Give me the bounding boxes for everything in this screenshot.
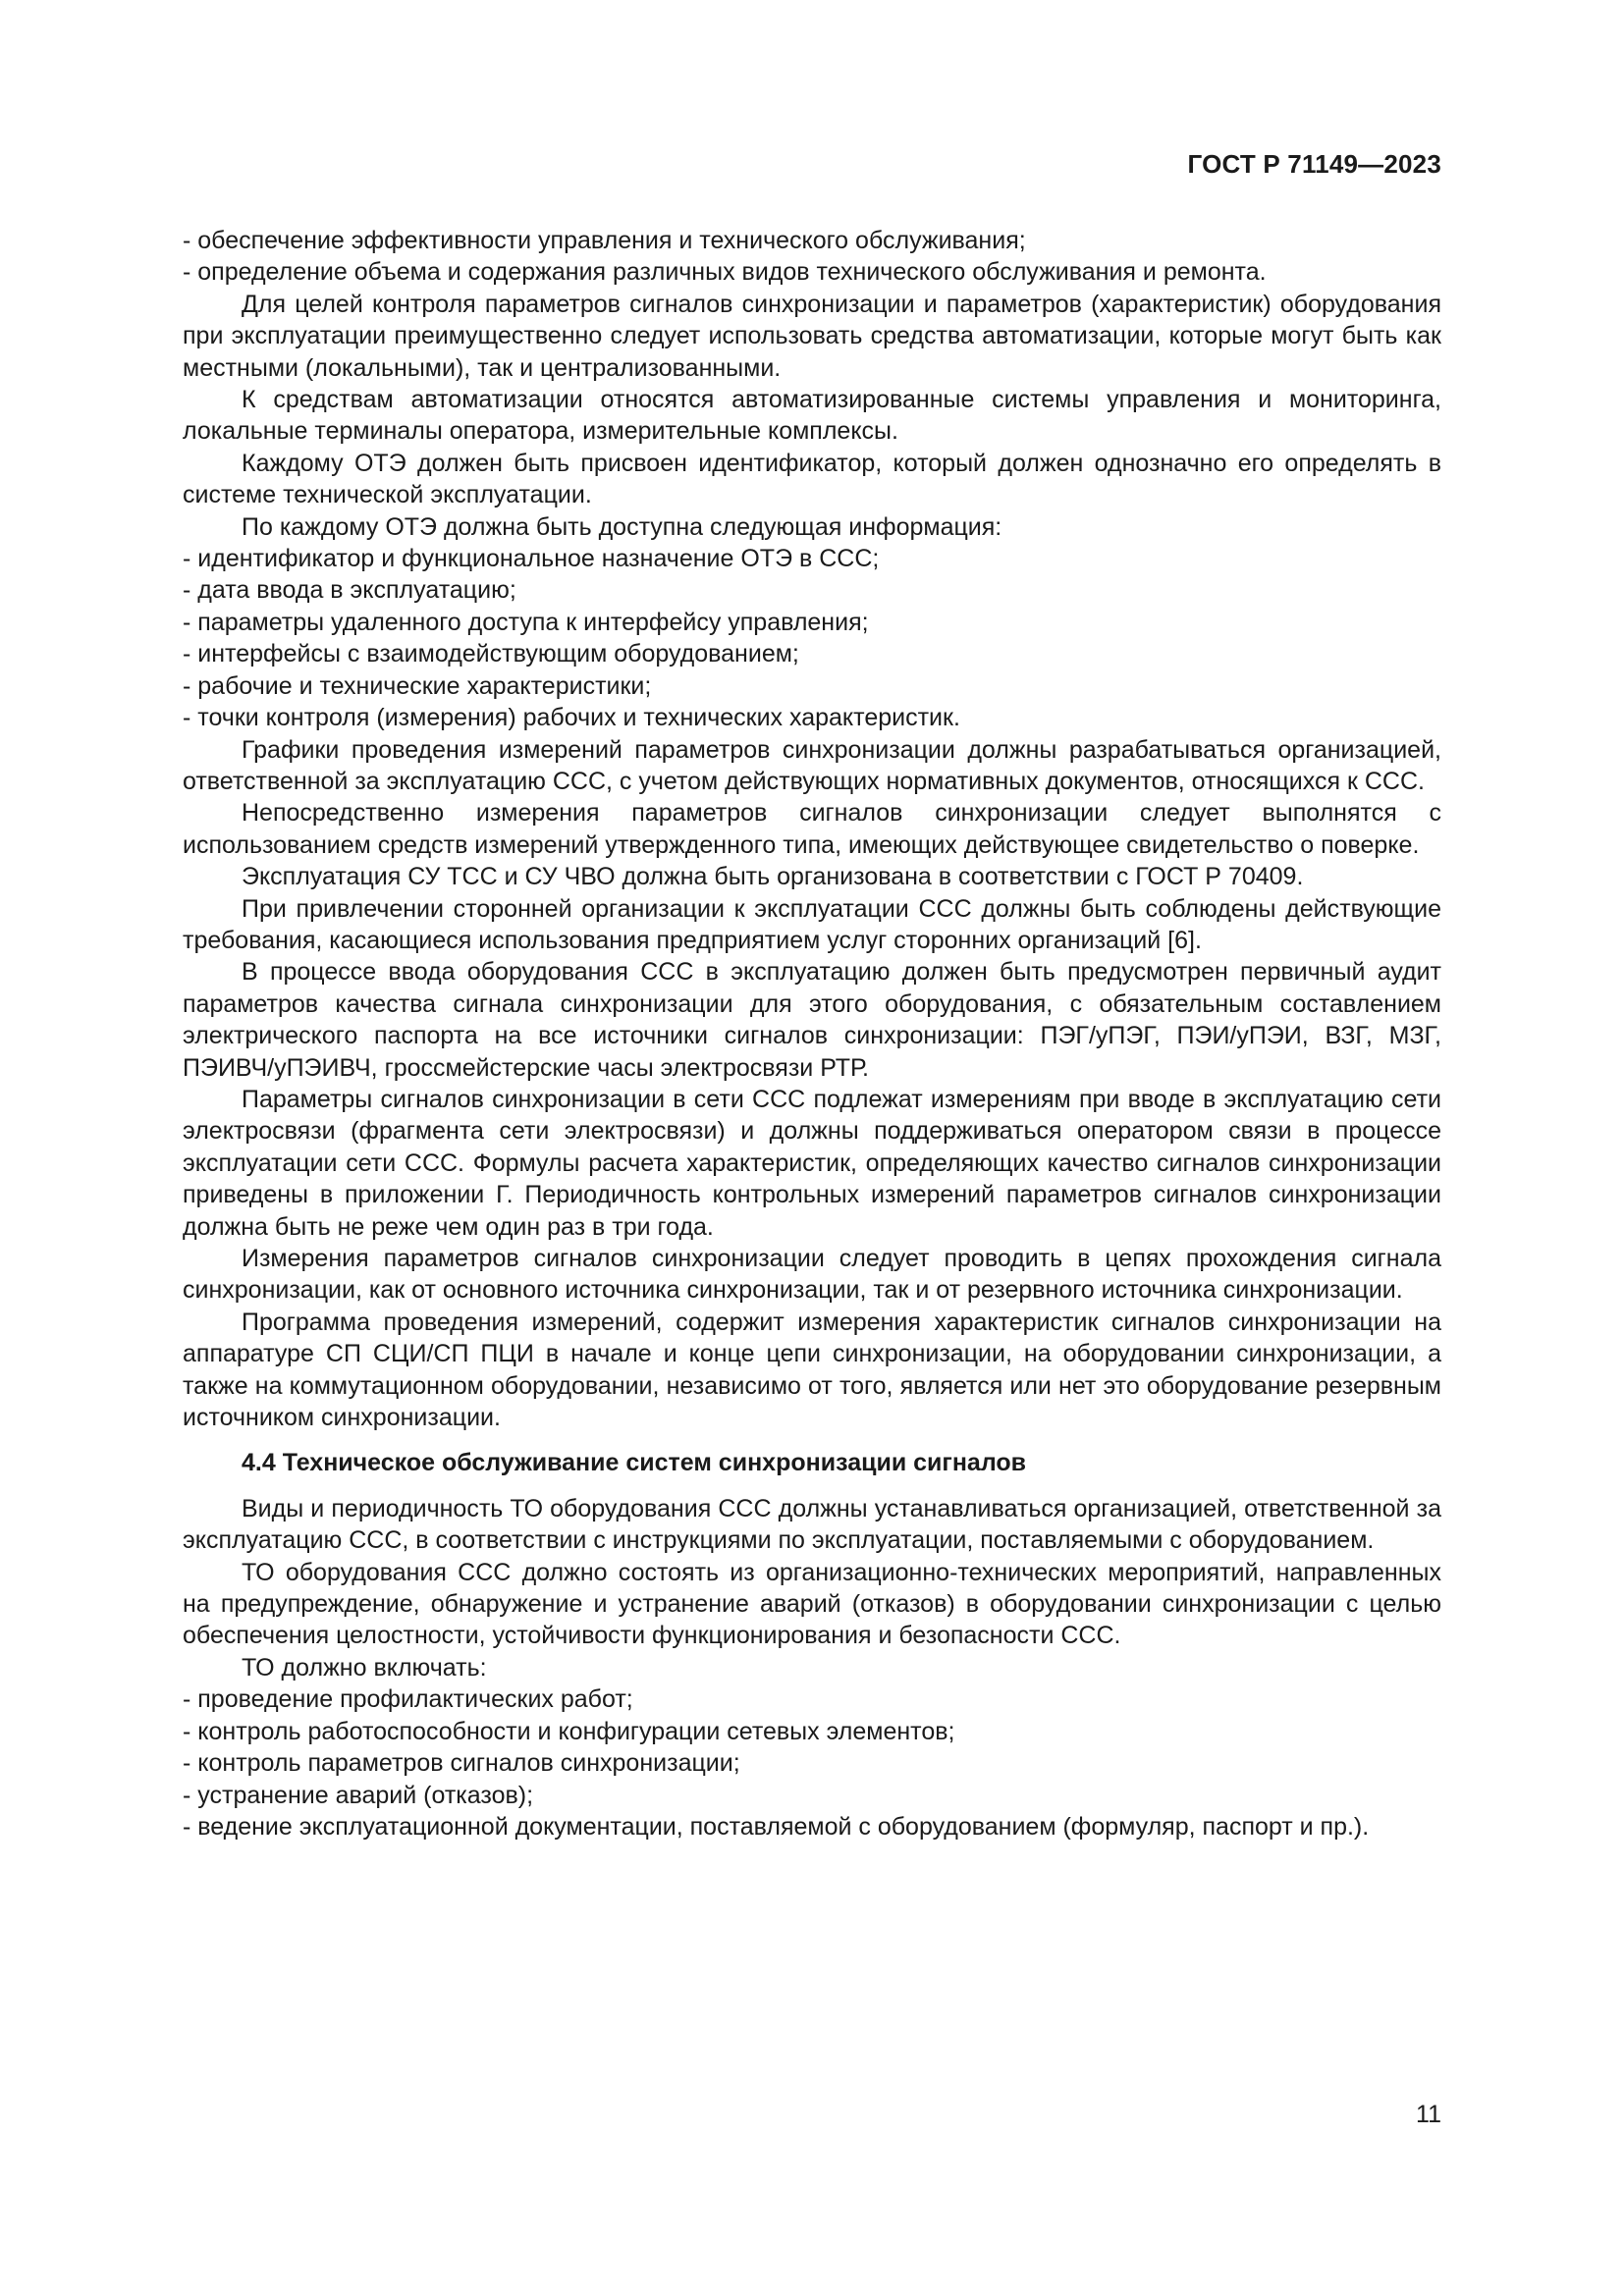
list-item: - дата ввода в эксплуатацию; (183, 576, 516, 605)
list-item: - контроль параметров сигналов синхронизации; (183, 1749, 740, 1778)
list-item: - обеспечение эффективности управления и технического обслуживания; (183, 227, 1026, 254)
paragraph-maintenance-composition: ТО оборудования ССС должно состоять из организационно-технических мероприятий, направленных на предупреждение, обнаружение и устранение аварий (отказов) в оборудовании синхронизации с целью обеспечения целостности, устойчивости функционирования и безопасности ССС. (183, 1558, 1441, 1650)
paragraph-measurement-chains: Измерения параметров сигналов синхронизации следует проводить в цепях прохождения сигнала синхронизации, как от основного источника синхронизации, так и от резервного источника синхронизации. (183, 1245, 1441, 1305)
paragraph-maintenance-includes: ТО должно включать: (242, 1653, 487, 1682)
paragraph-schedules: Графики проведения измерений параметров синхронизации должны разрабатываться организацией, ответственной за эксплуатацию ССС, с учетом действующих нормативных документов, относящихся к ССС. (183, 735, 1441, 795)
paragraph-signal-parameters: Параметры сигналов синхронизации в сети ССС подлежат измерениям при вводе в эксплуатацию сети электросвязи (фрагмента сети электросвязи) и должны поддерживаться оператором связи в процессе эксплуатации сети ССС. Формулы расчета характеристик, определяющих качество сигналов синхронизации приведены в приложении Г. Периодичность контрольных измерений параметров сигналов синхронизации должна быть не реже чем один раз в три года. (183, 1085, 1441, 1241)
list-item: - интерфейсы с взаимодействующим оборудованием; (183, 640, 799, 668)
list-item: - определение объема и содержания различных видов технического обслуживания и ремонта. (183, 258, 1267, 287)
list-item: - рабочие и технические характеристики; (183, 671, 652, 700)
paragraph-identifier: Каждому ОТЭ должен быть присвоен идентификатор, который должен однозначно его определять в системе технической эксплуатации. (183, 449, 1441, 509)
paragraph-automation: Для целей контроля параметров сигналов синхронизации и параметров (характеристик) оборудования при эксплуатации преимущественно следует использовать средства автоматизации, которые могут быть как местными (локальными), так и централизованными. (183, 290, 1441, 382)
paragraph-automation-means: К средствам автоматизации относятся автоматизированные системы управления и мониторинга, локальные терминалы оператора, измерительные комплексы. (183, 386, 1441, 446)
list-item: - проведение профилактических работ; (183, 1685, 633, 1714)
list-item: - точки контроля (измерения) рабочих и технических характеристик. (183, 704, 960, 732)
section-heading: 4.4 Техническое обслуживание систем синхронизации сигналов (242, 1449, 1027, 1477)
paragraph-info-intro: По каждому ОТЭ должна быть доступна следующая информация: (242, 512, 1002, 541)
list-item: - устранение аварий (отказов); (183, 1781, 534, 1809)
page-number: 11 (1416, 2101, 1441, 2128)
paragraph-third-party: При привлечении сторонней организации к эксплуатации ССС должны быть соблюдены действующие требования, касающиеся использования предприятием услуг сторонних организаций [6]. (183, 894, 1441, 954)
list-item: - параметры удаленного доступа к интерфейсу управления; (183, 608, 869, 636)
list-item: - ведение эксплуатационной документации, поставляемой с оборудованием (формуляр, паспорт и пр.). (183, 1812, 1370, 1841)
list-item: - контроль работоспособности и конфигурации сетевых элементов; (183, 1717, 955, 1745)
paragraph-direct-measurements: Непосредственно измерения параметров сигналов синхронизации следует выполнятся с использованием средств измерений утвержденного типа, имеющих действующее свидетельство о поверке. (183, 799, 1441, 859)
paragraph-maintenance-types: Виды и периодичность ТО оборудования ССС должны устанавливаться организацией, ответственной за эксплуатацию ССС, в соответствии с инструкциями по эксплуатации, поставляемыми с оборудованием. (183, 1494, 1441, 1555)
list-item: - идентификатор и функциональное назначение ОТЭ в ССС; (183, 545, 880, 573)
paragraph-su-operation: Эксплуатация СУ ТСС и СУ ЧВО должна быть организована в соответствии с ГОСТ Р 70409. (242, 863, 1304, 891)
page-content (183, 225, 1441, 1842)
paragraph-measurement-program: Программа проведения измерений, содержит измерения характеристик сигналов синхронизации на аппаратуре СП СЦИ/СП ПЦИ в начале и конце цепи синхронизации, на оборудовании синхронизации, а также на коммутационном оборудовании, независимо от того, является или нет это оборудование резервным источником синхронизации. (183, 1308, 1441, 1432)
paragraph-audit: В процессе ввода оборудования ССС в эксплуатацию должен быть предусмотрен первичный аудит параметров качества сигнала синхронизации для этого оборудования, с обязательным составлением электрического паспорта на все источники сигналов синхронизации: ПЭГ/уПЭГ, ПЭИ/уПЭИ, ВЗГ, МЗГ, ПЭИВЧ/уПЭИВЧ, гроссмейстерские часы электросвязи РТР. (183, 958, 1441, 1082)
document-code-header: ГОСТ Р 71149—2023 (1187, 149, 1441, 179)
